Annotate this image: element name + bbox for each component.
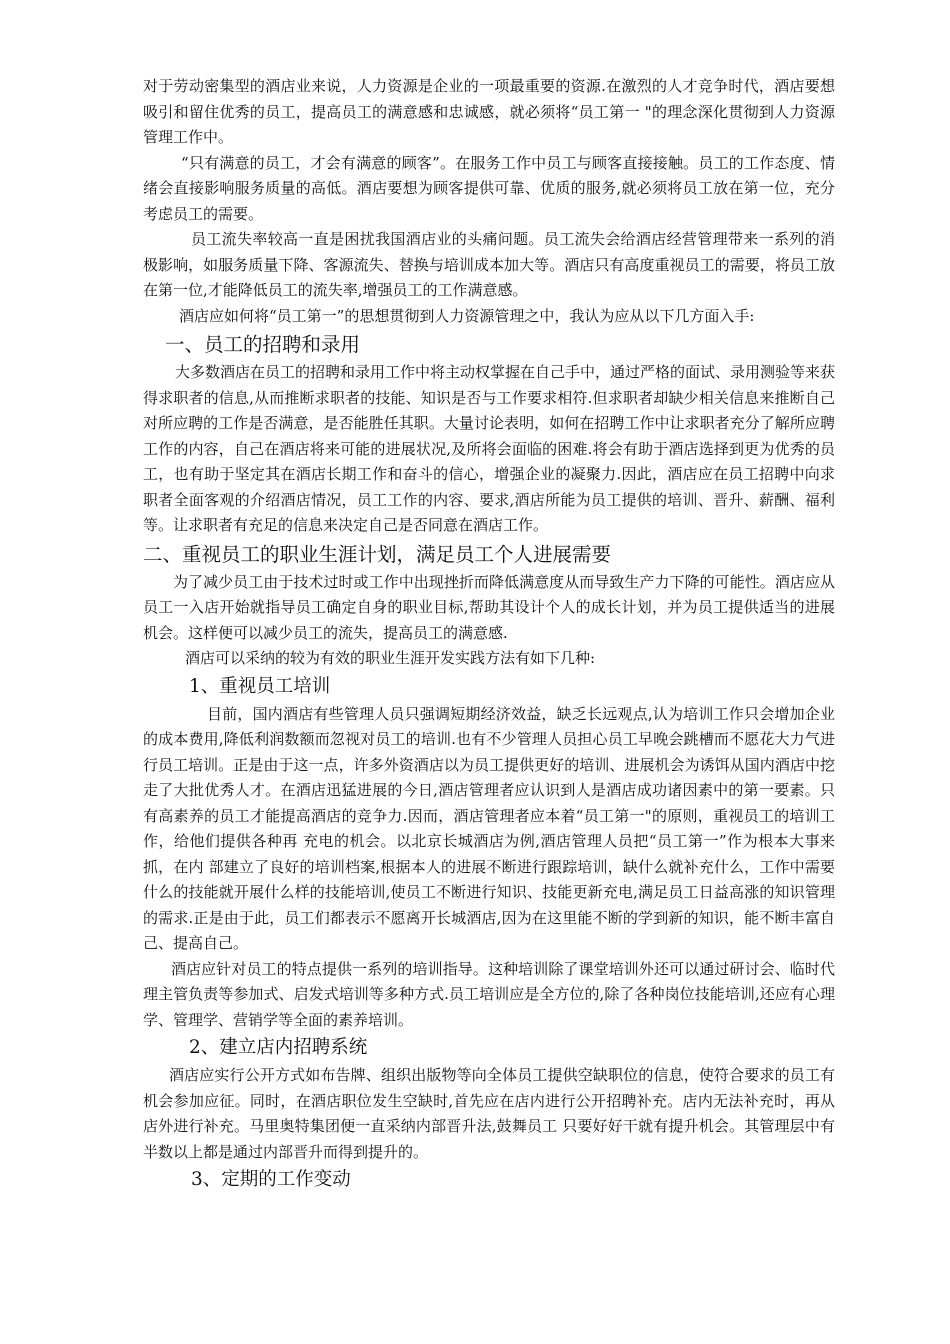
training-guidance-paragraph: 酒店应针对员工的特点提供一系列的培训指导。这种培训除了课堂培训外还可以通过研讨会、临时代理主管负责等参加式、启发式培训等多种方式.员工培训应是全方位的,除了各种岗位技能培训,还应有心理学、管理学、营销学等全面的素养培训。 [143,959,835,1029]
subheading-training: 1、重视员工培训 [189,675,331,697]
approach-paragraph: 酒店应如何将“员工第一”的思想贯彻到人力资源管理之中，我认为应从以下几方面入手: [179,306,755,325]
career-methods-paragraph: 酒店可以采纳的较为有效的职业生涯开发实践方法有如下几种: [185,649,596,667]
career-paragraph: 为了减少员工由于技术过时或工作中出现挫折而降低满意度从而导致生产力下降的可能性。酒店应从员工一入店开始就指导员工确定自身的职业目标,帮助其设计个人的成长计划，并为员工提供适当的进展机会。这样便可以减少员工的流失，提高员工的满意感. [143,572,835,642]
training-paragraph: 目前，国内酒店有些管理人员只强调短期经济效益，缺乏长远观点,认为培训工作只会增加企业的成本费用,降低利润数额而忽视对员工的培训.也有不少管理人员担心员工早晚会跳槽而不愿花大力气进行员工培训。正是由于这一点，许多外资酒店以为员工提供更好的培训、进展机会为诱饵从国内酒店中挖走了大批优秀人才。在酒店迅猛进展的今日,酒店管理者应认识到人是酒店成功诸因素中的第一要素。只有高素养的员工才能提高酒店的竞争力.因而，酒店管理者应本着“员工第一"的原则，重视员工的培训工作，给他们提供各种再 充电的机会。以北京长城酒店为例,酒店管理人员把“员工第一”作为根本大事来抓，在内 部建立了良好的培训档案,根据本人的进展不断进行跟踪培训，缺什么就补充什么，工作中需要什么的技能就开展什么样的技能培训,使员工不断进行知识、技能更新充电,满足员工日益高涨的知识管理的需求.正是由于此，员工们都表示不愿离开长城酒店,因为在这里能不断的学到新的知识，能不断丰富自己、提高自己。 [143,704,835,952]
subheading-internal-recruitment: 2、建立店内招聘系统 [189,1037,368,1058]
internal-recruitment-paragraph: 酒店应实行公开方式如布告牌、组织出版物等向全体员工提供空缺职位的信息，使符合要求的员工有机会参加应征。同时，在酒店职位发生空缺时,首先应在店内进行公开招聘补充。店内无法补充时，再从店外进行补充。马里奥特集团便一直采纳内部晋升法,鼓舞员工 只要好好干就有提升机会。其管理层中有半数以上都是通过内部晋升而得到提升的。 [143,1066,835,1161]
recruitment-paragraph: 大多数酒店在员工的招聘和录用工作中将主动权掌握在自己手中，通过严格的面试、录用测验等来获得求职者的信息,从而推断求职者的技能、知识是否与工作要求相符.但求职者却缺少相关信息来推断自己对所应聘的工作是否满意，是否能胜任其职。大量讨论表明，如何在招聘工作中让求职者充分了解所应聘工作的内容，自己在酒店将来可能的进展状况,及所将会面临的困难.将会有助于酒店选择到更为优秀的员工，也有助于坚定其在酒店长期工作和奋斗的信心，增强企业的凝聚力.因此，酒店应在员工招聘中向求职者全面客观的介绍酒店情况，员工工作的内容、要求,酒店所能为员工提供的培训、晋升、薪酬、福利等。让求职者有充足的信息来决定自己是否同意在酒店工作。 [143,363,836,534]
document-page [143,74,835,1195]
intro-paragraph: 对于劳动密集型的酒店业来说，人力资源是企业的一项最重要的资源.在激烈的人才竞争时代，酒店要想吸引和留住优秀的员工，提高员工的满意感和忠诚感，就必须将“员工第一 "的理念深化贯彻到人力资源管理工作中。 [143,77,835,146]
section-heading-recruitment: 一、员工的招聘和录用 [165,333,361,356]
section-heading-career: 二、重视员工的职业生涯计划，满足员工个人进展需要 [143,542,612,566]
subheading-job-rotation: 3、定期的工作变动 [191,1169,351,1190]
turnover-paragraph: 员工流失率较高一直是困扰我国酒店业的头痛问题。员工流失会给酒店经营管理带来一系列的消极影响，如服务质量下降、客源流失、替换与培训成本加大等。酒店只有高度重视员工的需要，将员工放在第一位,才能降低员工的流失率,增强员工的工作满意感。 [143,230,835,299]
satisfied-staff-paragraph: “只有满意的员工，才会有满意的顾客”。在服务工作中员工与顾客直接接触。员工的工作态度、情绪会直接影响服务质量的高低。酒店要想为顾客提供可靠、优质的服务,就必须将员工放在第一位，充分考虑员工的需要。 [143,153,835,223]
